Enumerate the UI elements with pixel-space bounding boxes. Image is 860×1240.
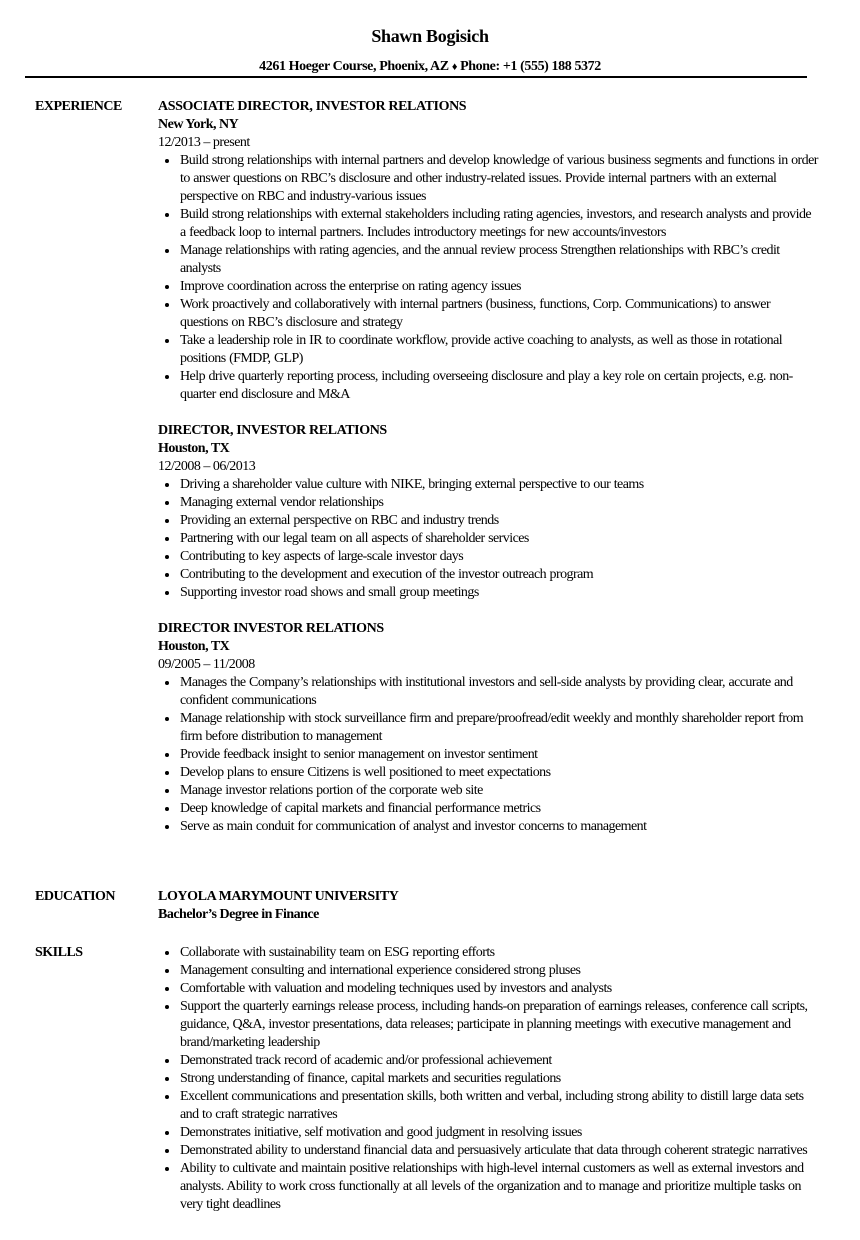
skills-list bbox=[158, 944, 818, 1214]
list-item bbox=[158, 1124, 818, 1142]
bullet-icon bbox=[165, 807, 169, 811]
list-item bbox=[158, 206, 818, 242]
bullet-icon bbox=[165, 1149, 169, 1153]
list-item bbox=[158, 332, 818, 368]
list-item bbox=[158, 782, 818, 800]
bullet-text: Work proactively and collaboratively with internal partners (business, functions, Corp. Communications) to answer questions on RBC’s disclosure and strategy bbox=[180, 297, 771, 330]
skill-text: Collaborate with sustainability team on ESG reporting efforts bbox=[180, 945, 495, 960]
bullet-icon bbox=[165, 483, 169, 487]
list-item bbox=[158, 800, 818, 818]
contact-line bbox=[0, 58, 860, 76]
list-item bbox=[158, 494, 818, 512]
job-entry bbox=[158, 422, 818, 602]
bullet-icon bbox=[165, 1005, 169, 1009]
bullet-icon bbox=[165, 1077, 169, 1081]
bullet-text: Supporting investor road shows and small group meetings bbox=[180, 585, 479, 600]
bullet-text: Build strong relationships with internal partners and develop knowledge of various business segments and functions in order to answer questions on RBC’s disclosure and other industry-related issues. Provide internal partners with an external perspective on RBC and industry-various issues bbox=[180, 153, 818, 204]
list-item bbox=[158, 242, 818, 278]
skill-text: Demonstrated ability to understand financial data and persuasively articulate that data through coherent strategic narratives bbox=[180, 1143, 808, 1158]
bullet-icon bbox=[165, 825, 169, 829]
job-location: Houston, TX bbox=[158, 441, 230, 456]
job-location: Houston, TX bbox=[158, 639, 230, 654]
bullet-icon bbox=[165, 1059, 169, 1063]
bullet-text: Partnering with our legal team on all aspects of shareholder services bbox=[180, 531, 529, 546]
list-item bbox=[158, 368, 818, 404]
bullet-text: Manage relationship with stock surveillance firm and prepare/proofread/edit weekly and monthly shareholder report from firm before distribution to management bbox=[180, 711, 804, 744]
bullet-icon bbox=[165, 501, 169, 505]
list-item bbox=[158, 818, 818, 836]
list-item bbox=[158, 962, 818, 980]
list-item bbox=[158, 566, 818, 584]
bullet-icon bbox=[165, 987, 169, 991]
list-item bbox=[158, 746, 818, 764]
bullet-text: Manage investor relations portion of the corporate web site bbox=[180, 783, 483, 798]
bullet-text: Help drive quarterly reporting process, including overseeing disclosure and play a key role on certain projects, e.g. non-quarter end disclosure and M&A bbox=[180, 369, 793, 402]
skills-body bbox=[158, 944, 818, 1214]
school-name: LOYOLA MARYMOUNT UNIVERSITY bbox=[158, 889, 399, 904]
bullet-text: Deep knowledge of capital markets and financial performance metrics bbox=[180, 801, 541, 816]
bullet-icon bbox=[165, 555, 169, 559]
list-item bbox=[158, 584, 818, 602]
list-item bbox=[158, 152, 818, 206]
list-item bbox=[158, 674, 818, 710]
list-item bbox=[158, 998, 818, 1052]
bullet-text: Providing an external perspective on RBC and industry trends bbox=[180, 513, 499, 528]
job-title: DIRECTOR INVESTOR RELATIONS bbox=[158, 621, 384, 636]
bullet-icon bbox=[165, 339, 169, 343]
job-bullets bbox=[158, 674, 818, 836]
job-dates: 12/2013 – present bbox=[158, 135, 250, 150]
list-item bbox=[158, 1070, 818, 1088]
skill-text: Support the quarterly earnings release process, including hands-on preparation of earnings releases, conference call scripts, guidance, Q&A, investor presentations, data releases; participate in planning meetings with executive management and brand/marketing leadership bbox=[180, 999, 808, 1050]
address: 4261 Hoeger Course, Phoenix, AZ bbox=[259, 59, 449, 74]
section-label-education: EDUCATION bbox=[35, 889, 116, 904]
list-item bbox=[158, 1052, 818, 1070]
diamond-separator-icon: ♦ bbox=[451, 61, 458, 73]
job-dates: 12/2008 – 06/2013 bbox=[158, 459, 256, 474]
bullet-icon bbox=[165, 951, 169, 955]
list-item bbox=[158, 980, 818, 998]
bullet-text: Improve coordination across the enterprise on rating agency issues bbox=[180, 279, 521, 294]
bullet-icon bbox=[165, 789, 169, 793]
list-item bbox=[158, 512, 818, 530]
job-location: New York, NY bbox=[158, 117, 239, 132]
bullet-text: Contributing to the development and execution of the investor outreach program bbox=[180, 567, 594, 582]
bullet-text: Develop plans to ensure Citizens is well positioned to meet expectations bbox=[180, 765, 551, 780]
bullet-icon bbox=[165, 1095, 169, 1099]
list-item bbox=[158, 764, 818, 782]
degree: Bachelor’s Degree in Finance bbox=[158, 907, 319, 922]
bullet-icon bbox=[165, 753, 169, 757]
job-bullets bbox=[158, 152, 818, 404]
bullet-text: Take a leadership role in IR to coordinate workflow, provide active coaching to analysts, as well as those in rotational positions (FMDP, GLP) bbox=[180, 333, 783, 366]
bullet-text: Manage relationships with rating agencies, and the annual review process Strengthen relationships with RBC’s credit analysts bbox=[180, 243, 780, 276]
education-body bbox=[158, 888, 818, 924]
section-label-skills: SKILLS bbox=[35, 945, 83, 960]
skill-text: Comfortable with valuation and modeling techniques used by investors and analysts bbox=[180, 981, 612, 996]
skill-text: Ability to cultivate and maintain positive relationships with high-level internal customers as well as external investors and analysts. Ability to work cross functionally at all levels of the organization and to manage and prioritize multiple tasks on very tight deadlines bbox=[180, 1161, 804, 1212]
bullet-icon bbox=[165, 213, 169, 217]
bullet-icon bbox=[165, 537, 169, 541]
skill-text: Management consulting and international experience considered strong pluses bbox=[180, 963, 581, 978]
skill-text: Strong understanding of finance, capital markets and securities regulations bbox=[180, 1071, 561, 1086]
skill-text: Excellent communications and presentation skills, both written and verbal, including strong ability to distill large data sets and to craft strategic narratives bbox=[180, 1089, 804, 1122]
job-entry bbox=[158, 620, 818, 836]
job-title: DIRECTOR, INVESTOR RELATIONS bbox=[158, 423, 387, 438]
bullet-icon bbox=[165, 1131, 169, 1135]
bullet-text: Serve as main conduit for communication of analyst and investor concerns to management bbox=[180, 819, 647, 834]
bullet-text: Manages the Company’s relationships with institutional investors and sell-side analysts by providing clear, accurate and confident communications bbox=[180, 675, 793, 708]
bullet-text: Managing external vendor relationships bbox=[180, 495, 384, 510]
job-bullets bbox=[158, 476, 818, 602]
bullet-text: Provide feedback insight to senior management on investor sentiment bbox=[180, 747, 538, 762]
bullet-icon bbox=[165, 519, 169, 523]
bullet-icon bbox=[165, 591, 169, 595]
list-item bbox=[158, 944, 818, 962]
skill-text: Demonstrates initiative, self motivation and good judgment in resolving issues bbox=[180, 1125, 582, 1140]
list-item bbox=[158, 296, 818, 332]
bullet-text: Driving a shareholder value culture with NIKE, bringing external perspective to our teams bbox=[180, 477, 644, 492]
experience-body bbox=[158, 98, 818, 854]
bullet-icon bbox=[165, 285, 169, 289]
list-item bbox=[158, 1142, 818, 1160]
bullet-icon bbox=[165, 681, 169, 685]
phone: Phone: +1 (555) 188 5372 bbox=[460, 59, 601, 74]
bullet-icon bbox=[165, 249, 169, 253]
list-item bbox=[158, 530, 818, 548]
job-dates: 09/2005 – 11/2008 bbox=[158, 657, 255, 672]
list-item bbox=[158, 710, 818, 746]
skill-text: Demonstrated track record of academic and/or professional achievement bbox=[180, 1053, 552, 1068]
bullet-icon bbox=[165, 969, 169, 973]
candidate-name: Shawn Bogisich bbox=[371, 26, 489, 46]
bullet-icon bbox=[165, 771, 169, 775]
section-label-experience: EXPERIENCE bbox=[35, 99, 122, 114]
bullet-icon bbox=[165, 159, 169, 163]
bullet-icon bbox=[165, 303, 169, 307]
job-entry bbox=[158, 98, 818, 404]
job-title: ASSOCIATE DIRECTOR, INVESTOR RELATIONS bbox=[158, 99, 467, 114]
bullet-icon bbox=[165, 1167, 169, 1171]
bullet-icon bbox=[165, 573, 169, 577]
bullet-icon bbox=[165, 717, 169, 721]
list-item bbox=[158, 476, 818, 494]
list-item bbox=[158, 1088, 818, 1124]
list-item bbox=[158, 278, 818, 296]
bullet-text: Build strong relationships with external stakeholders including rating agencies, investors, and research analysts and provide a feedback loop to internal partners. Includes introductory meetings for new accounts/investors bbox=[180, 207, 812, 240]
list-item bbox=[158, 548, 818, 566]
list-item bbox=[158, 1160, 818, 1214]
header-divider bbox=[25, 76, 807, 78]
bullet-icon bbox=[165, 375, 169, 379]
bullet-text: Contributing to key aspects of large-scale investor days bbox=[180, 549, 464, 564]
